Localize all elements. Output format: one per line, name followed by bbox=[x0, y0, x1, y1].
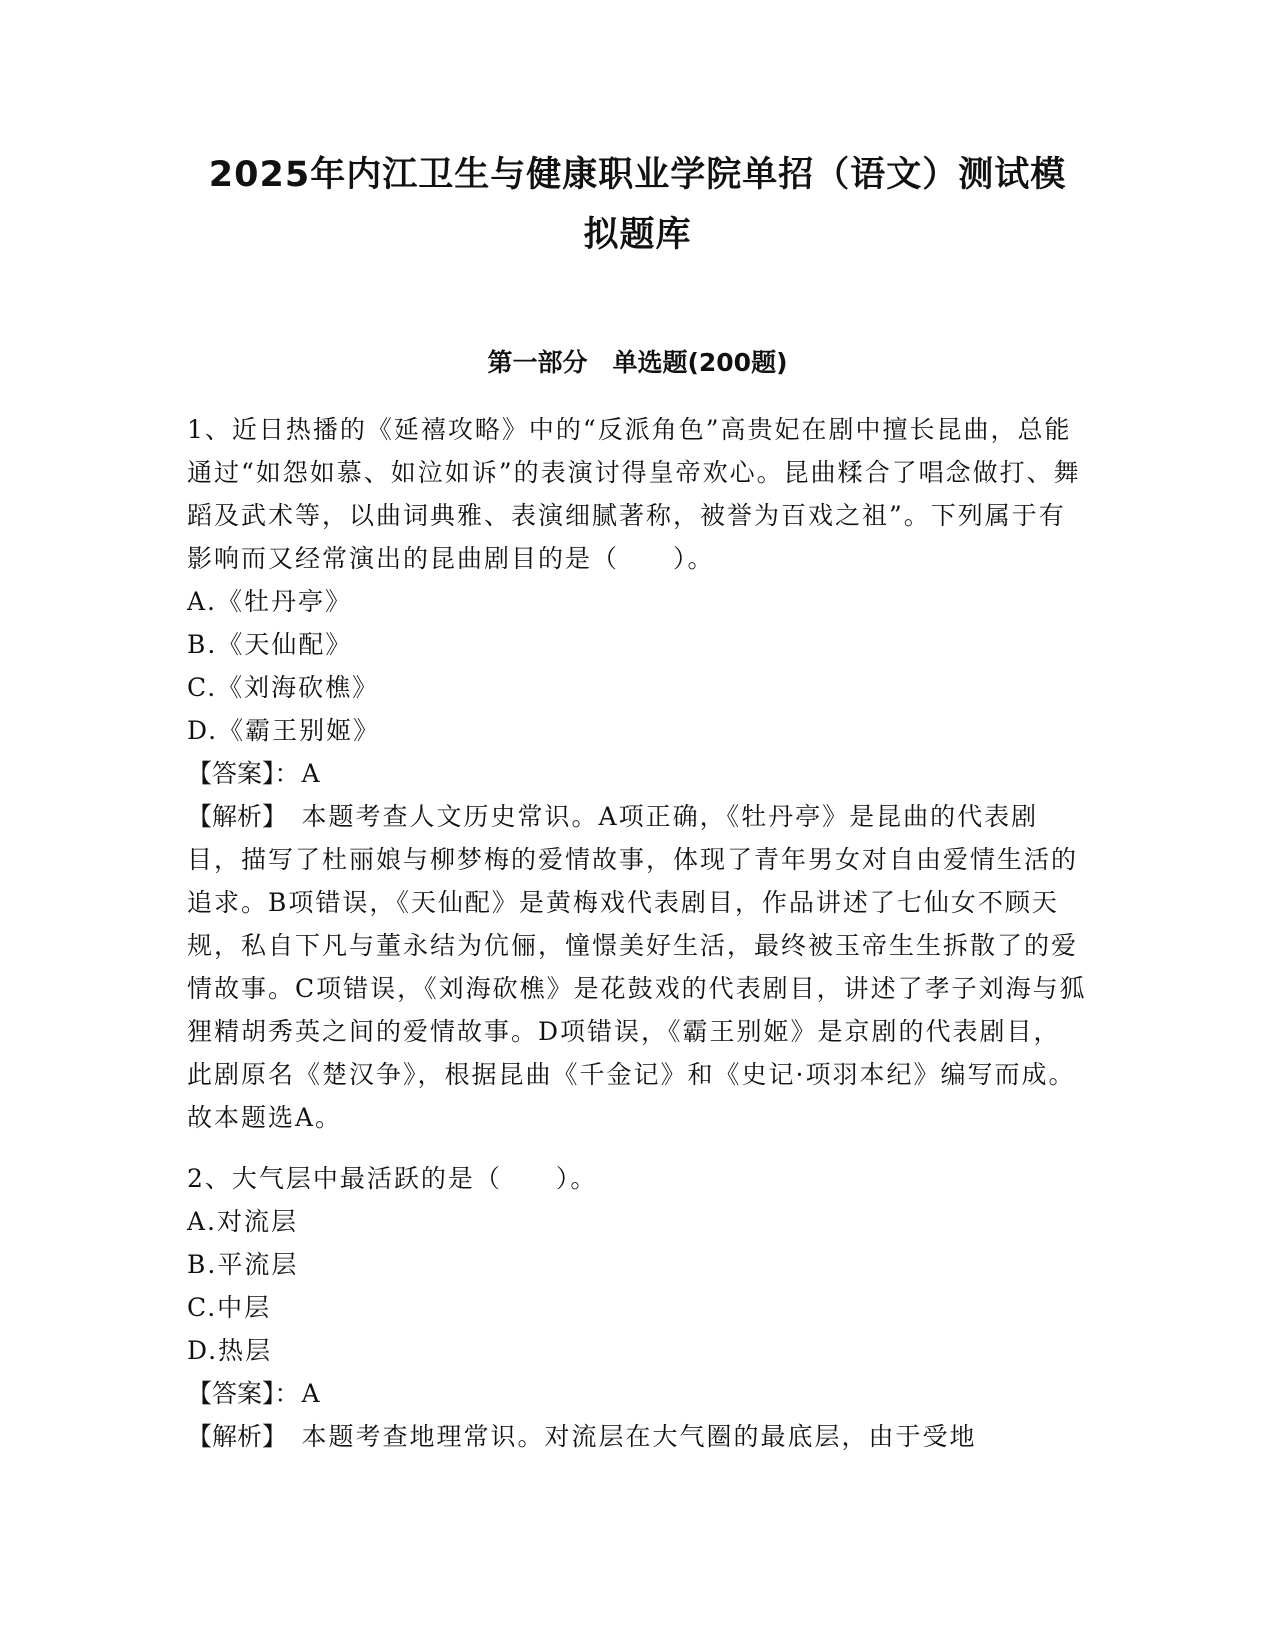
section-heading: 第一部分 单选题(200题) bbox=[487, 348, 788, 377]
option-a: A.对流层 bbox=[187, 1207, 299, 1236]
analysis-label: 【解析】 bbox=[187, 1422, 275, 1451]
option-a: A.《牡丹亭》 bbox=[187, 587, 353, 616]
option-b: B.平流层 bbox=[187, 1250, 299, 1279]
question-1 bbox=[187, 408, 1087, 1139]
option-c: C.中层 bbox=[187, 1293, 272, 1322]
option-d: D.热层 bbox=[187, 1336, 273, 1365]
question-stem: 2、大气层中最活跃的是（ ）。 bbox=[187, 1164, 598, 1193]
answer-value: ：A bbox=[274, 759, 322, 788]
option-d: D.《霸王别姬》 bbox=[187, 716, 381, 745]
question-stem: 1、近日热播的《延禧攻略》中的“反派角色”高贵妃在剧中擅长昆曲，总能通过“如怨如慕、如泣如诉”的表演讨得皇帝欢心。昆曲糅合了唱念做打、舞蹈及武术等，以曲词典雅、表演细腻著称，被誉为百戏之祖”。下列属于有影响而又经常演出的昆曲剧目的是（ ）。 bbox=[187, 415, 1081, 573]
analysis-text: 本题考查地理常识。对流层在大气圈的最底层，由于受地 bbox=[274, 1422, 977, 1451]
answer-label: 【答案】 bbox=[187, 1379, 275, 1408]
answer-line bbox=[187, 752, 1087, 795]
answer-value: ：A bbox=[274, 1379, 322, 1408]
option-c: C.《刘海砍樵》 bbox=[187, 673, 380, 702]
document-title bbox=[150, 145, 1125, 265]
analysis-paragraph bbox=[187, 795, 1087, 1139]
option-b: B.《天仙配》 bbox=[187, 630, 353, 659]
analysis-label: 【解析】 bbox=[187, 802, 275, 831]
title-line-2: 拟题库 bbox=[583, 215, 692, 255]
question-list bbox=[187, 408, 1087, 1458]
title-line-1: 2025年内江卫生与健康职业学院单招（语文）测试模 bbox=[208, 155, 1067, 195]
analysis-text: 本题考查人文历史常识。A项正确，《牡丹亭》是昆曲的代表剧目，描写了杜丽娘与柳梦梅的爱情故事，体现了青年男女对自由爱情生活的追求。B项错误，《天仙配》是黄梅戏代表剧目，作品讲述了七仙女不顾天规，私自下凡与董永结为伉俪，憧憬美好生活，最终被玉帝生生拆散了的爱情故事。C项错误，《刘海砍樵》是花鼓戏的代表剧目，讲述了孝子刘海与狐狸精胡秀英之间的爱情故事。D项错误，《霸王别姬》是京剧的代表剧目，此剧原名《楚汉争》，根据昆曲《千金记》和《史记·项羽本纪》编写而成。故本题选A。 bbox=[187, 802, 1087, 1132]
answer-label: 【答案】 bbox=[187, 759, 275, 788]
question-2 bbox=[187, 1157, 1087, 1458]
analysis-paragraph bbox=[187, 1415, 1087, 1458]
answer-line bbox=[187, 1372, 1087, 1415]
